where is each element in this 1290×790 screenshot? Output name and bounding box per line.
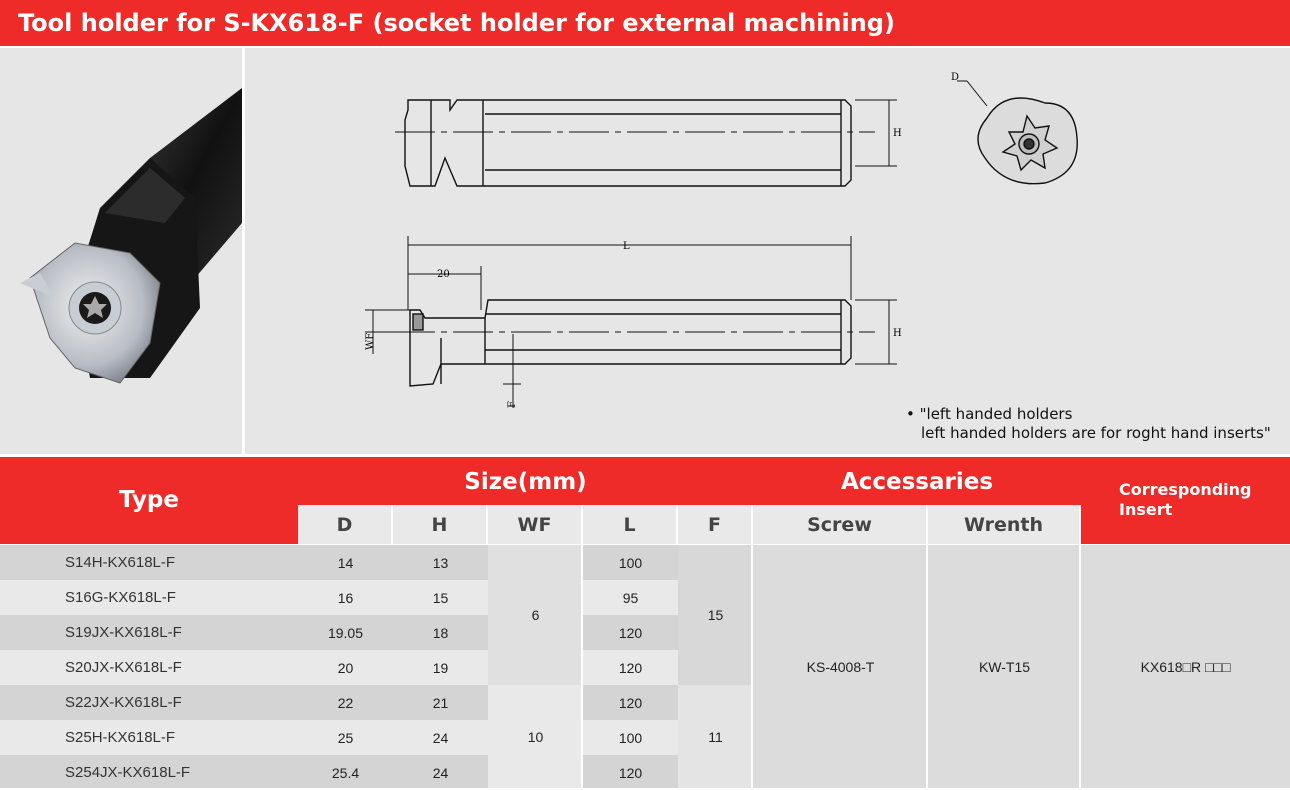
left-hand-note (906, 405, 1271, 443)
col-header-accessories: Accessaries (840, 469, 994, 495)
row-0-type: S14H-KX618L-F (65, 554, 176, 571)
row-6-h: 24 (432, 764, 449, 781)
col-header-type: Type (118, 487, 179, 513)
row-1-type: S16G-KX618L-F (65, 589, 176, 606)
note-line-1: • "left handed holders (906, 405, 1073, 423)
row-2-h: 18 (432, 624, 449, 641)
dim-20-label: 20 (437, 269, 450, 280)
row-0-d: 14 (337, 554, 354, 571)
dim-h-label-side: H (893, 328, 902, 339)
row-4-l: 120 (618, 694, 643, 711)
dim-f-label: F (507, 401, 518, 408)
col-header-d: D (298, 505, 393, 544)
row-3-h: 19 (432, 659, 449, 676)
f-group-1: 15 (707, 607, 724, 623)
row-3-type: S20JX-KX618L-F (65, 659, 182, 676)
holder-top-view (405, 100, 851, 186)
holder-end-view (978, 98, 1077, 184)
holder-side-view (410, 300, 851, 386)
wf-group-1: 6 (531, 607, 540, 623)
f-group-2: 11 (708, 728, 723, 745)
row-1-d: 16 (337, 589, 354, 606)
row-3-d: 20 (337, 659, 354, 676)
row-6-d: 25.4 (331, 764, 360, 781)
col-header-h: H (393, 505, 488, 544)
row-4-h: 21 (432, 694, 449, 711)
technical-drawing (245, 48, 1290, 454)
note-line-2: left handed holders are for roght hand inserts" (921, 424, 1271, 442)
row-5-l: 100 (618, 729, 643, 746)
row-3-l: 120 (618, 659, 643, 676)
row-6-type: S254JX-KX618L-F (65, 764, 191, 781)
col-header-l: L (583, 505, 678, 544)
row-0-l: 100 (618, 554, 643, 571)
col-header-size: Size(mm) (464, 469, 587, 495)
row-4-type: S22JX-KX618L-F (65, 694, 182, 711)
dim-d-leader (957, 81, 987, 106)
dim-h-label-top: H (893, 128, 902, 139)
row-6-l: 120 (618, 764, 643, 781)
col-header-f: F (678, 505, 753, 544)
row-1-h: 15 (432, 589, 449, 606)
row-5-h: 24 (432, 729, 449, 746)
row-2-d: 19.05 (327, 624, 364, 641)
dim-d-label: D (951, 72, 960, 83)
row-2-type: S19JX-KX618L-F (65, 624, 182, 641)
insert-value: KX618□R □□□ (1140, 658, 1231, 675)
col-header-wrench: Wrenth (928, 505, 1081, 544)
screw-value: KS-4008-T (806, 658, 875, 675)
dim-l-label: L (623, 241, 630, 252)
wrench-value: KW-T15 (978, 658, 1031, 675)
row-4-d: 22 (337, 694, 354, 711)
tool-holder-photo (0, 48, 242, 454)
dim-h-top (855, 100, 897, 166)
product-photo (0, 48, 242, 454)
col-header-wf: WF (488, 505, 583, 544)
row-5-d: 25 (337, 729, 354, 746)
row-5-type: S25H-KX618L-F (65, 729, 176, 746)
col-header-screw: Screw (753, 505, 928, 544)
wf-group-2: 10 (527, 728, 544, 745)
dim-wf-label: WF (365, 332, 376, 350)
page-title: Tool holder for S-KX618-F (socket holder for external machining) (0, 0, 1290, 46)
row-2-l: 120 (618, 624, 643, 641)
col-header-insert: Corresponding Insert (1119, 480, 1252, 519)
row-0-h: 13 (432, 554, 449, 571)
row-1-l: 95 (622, 589, 639, 606)
